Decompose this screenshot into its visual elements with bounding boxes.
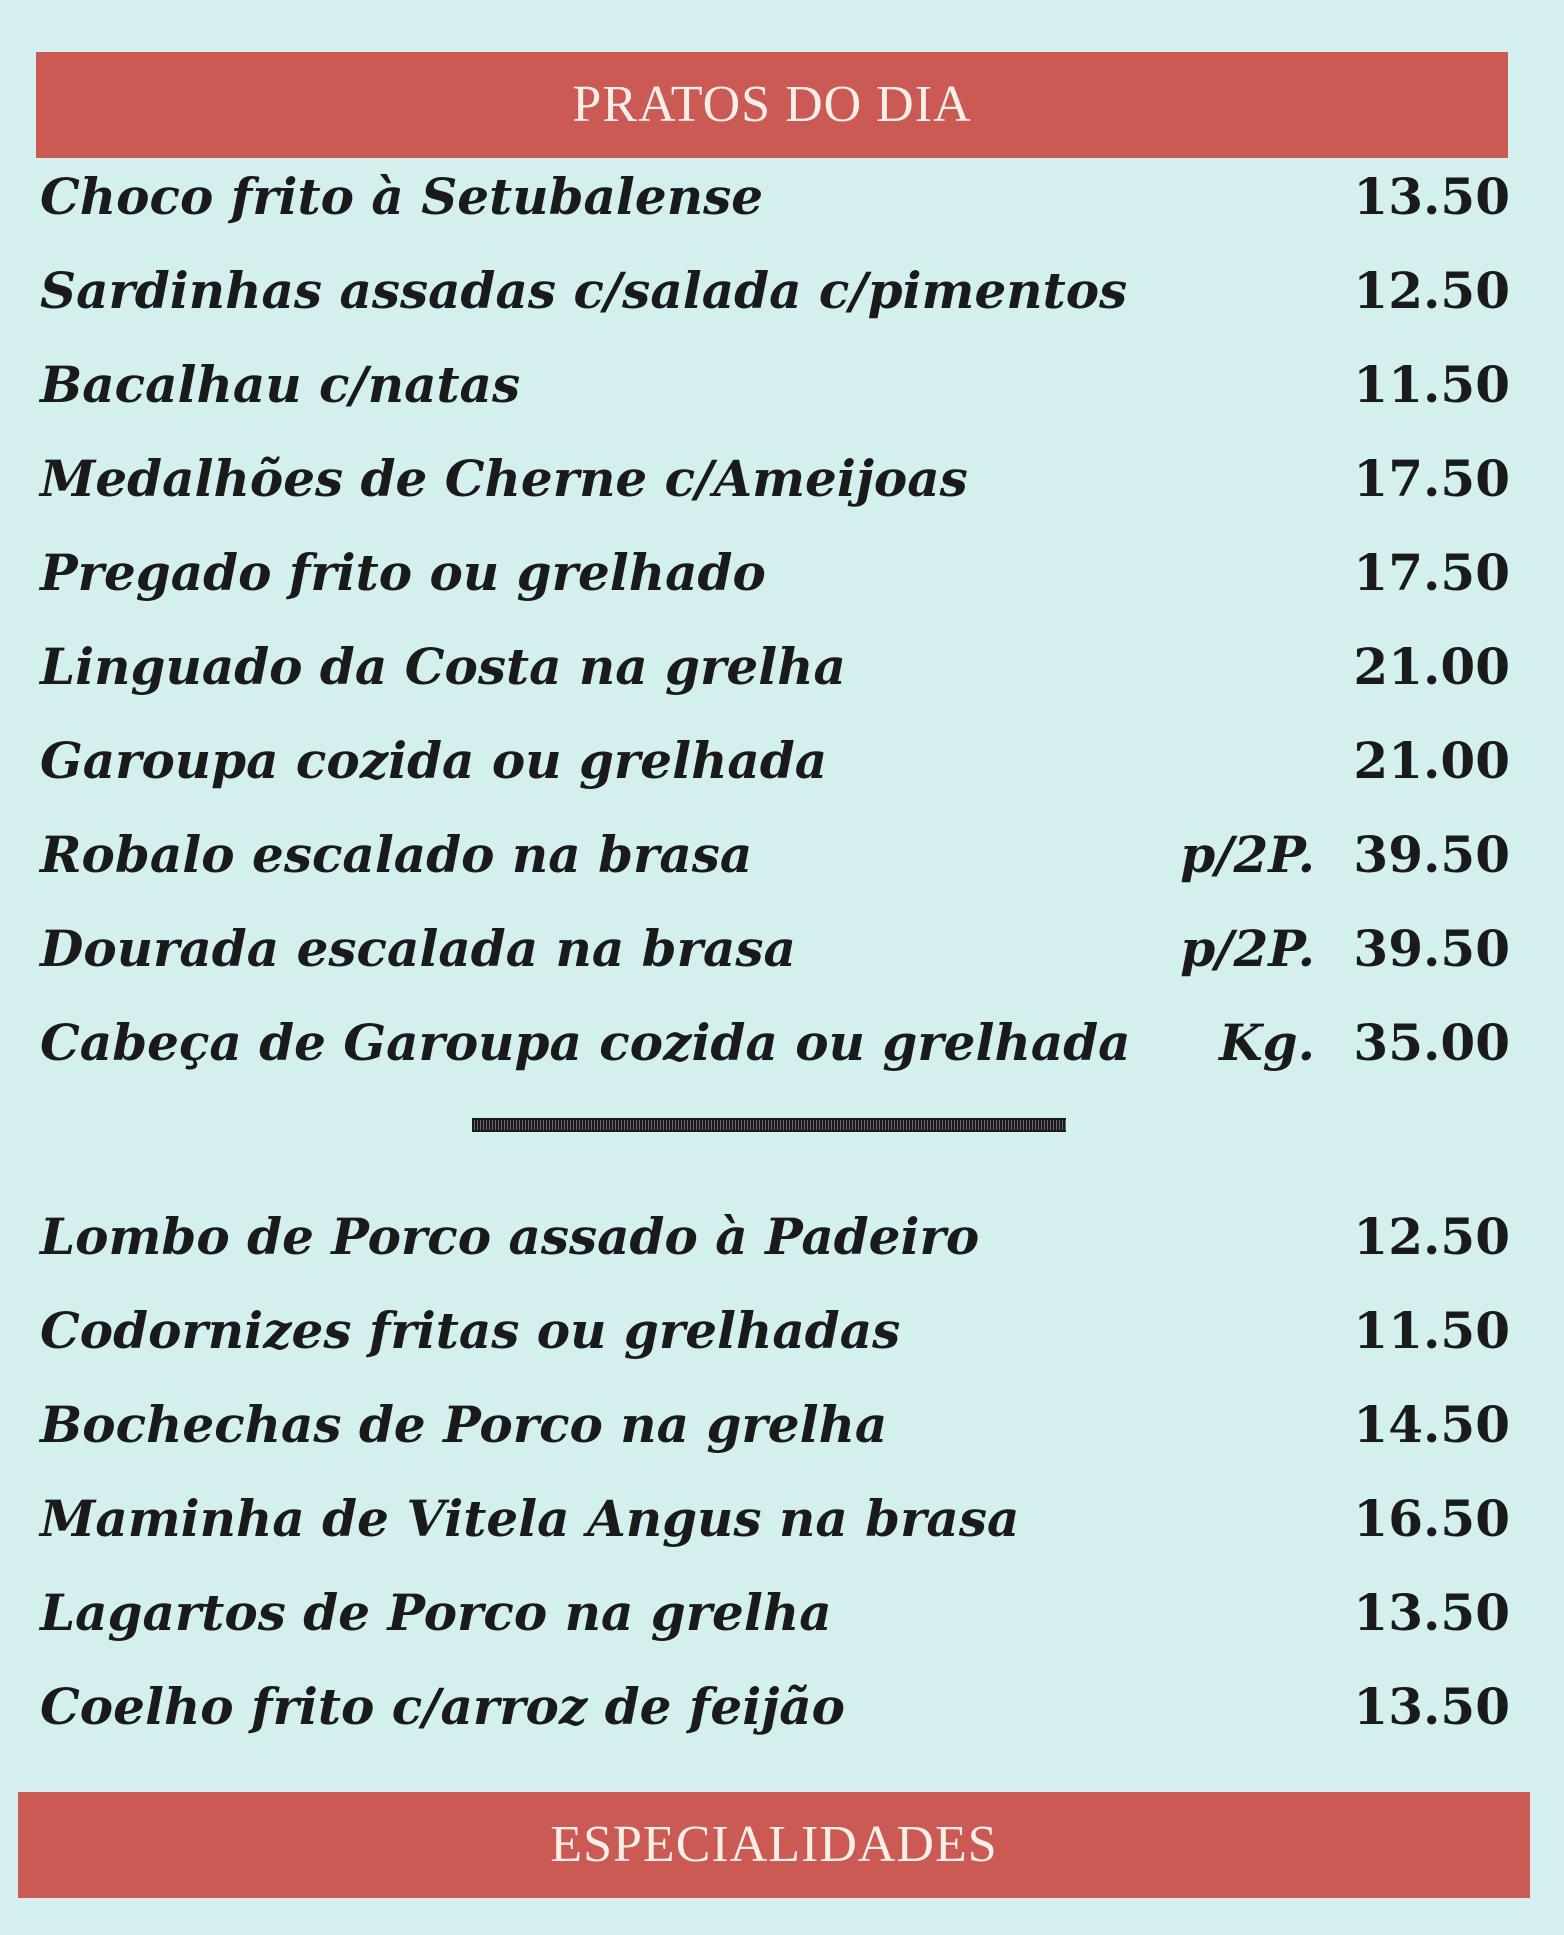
menu-item	[40, 902, 1510, 996]
menu-item	[40, 244, 1510, 338]
dish-price: 16.50	[1353, 1489, 1510, 1548]
section-header-especialidades	[18, 1792, 1530, 1898]
menu-item	[40, 338, 1510, 432]
dish-price: 14.50	[1353, 1395, 1510, 1454]
dish-name: Cabeça de Garoupa cozida ou grelhada	[40, 1013, 1131, 1072]
dish-price: 35.00	[1353, 1013, 1510, 1072]
section-title: PRATOS DO DIA	[572, 76, 972, 133]
dish-price: 17.50	[1353, 449, 1510, 508]
dish-name: Codornizes fritas ou grelhadas	[40, 1301, 901, 1360]
dish-price: 12.50	[1353, 1207, 1510, 1266]
dish-unit: Kg.	[1219, 1013, 1315, 1072]
dish-name: Bacalhau c/natas	[40, 355, 521, 414]
dish-name: Linguado da Costa na grelha	[40, 637, 846, 696]
menu-item	[40, 1472, 1510, 1566]
dish-price: 11.50	[1353, 1301, 1510, 1360]
section-header-pratos-do-dia	[36, 52, 1508, 158]
dish-name: Robalo escalado na brasa	[40, 825, 753, 884]
menu-item	[40, 1284, 1510, 1378]
menu-item	[40, 526, 1510, 620]
menu-item	[40, 714, 1510, 808]
dish-name: Lagartos de Porco na grelha	[40, 1583, 832, 1642]
menu-item	[40, 620, 1510, 714]
menu-item	[40, 1566, 1510, 1660]
dish-name: Bochechas de Porco na grelha	[40, 1395, 888, 1454]
dish-name: Choco frito à Setubalense	[40, 167, 764, 226]
section-divider	[472, 1118, 1066, 1132]
menu-item	[40, 432, 1510, 526]
dish-price: 39.50	[1353, 825, 1510, 884]
dish-price: 13.50	[1353, 1677, 1510, 1736]
dish-name: Dourada escalada na brasa	[40, 919, 796, 978]
dish-price: 39.50	[1353, 919, 1510, 978]
dish-name: Lombo de Porco assado à Padeiro	[40, 1207, 980, 1266]
menu-item	[40, 150, 1510, 244]
dish-price: 13.50	[1353, 167, 1510, 226]
dish-price: 21.00	[1353, 637, 1510, 696]
dish-name: Garoupa cozida ou grelhada	[40, 731, 828, 790]
dish-name: Sardinhas assadas c/salada c/pimentos	[40, 261, 1128, 320]
dish-name: Coelho frito c/arroz de feijão	[40, 1677, 846, 1736]
dish-price: 11.50	[1353, 355, 1510, 414]
dish-price: 13.50	[1353, 1583, 1510, 1642]
menu-item	[40, 1378, 1510, 1472]
menu-item	[40, 1190, 1510, 1284]
menu-item	[40, 1660, 1510, 1754]
dish-name: Maminha de Vitela Angus na brasa	[40, 1489, 1020, 1548]
section-title: ESPECIALIDADES	[550, 1816, 998, 1873]
dish-price: 12.50	[1353, 261, 1510, 320]
menu-item	[40, 996, 1510, 1090]
dish-price: 21.00	[1353, 731, 1510, 790]
menu-item	[40, 808, 1510, 902]
dish-name: Pregado frito ou grelhado	[40, 543, 766, 602]
dish-unit: p/2P.	[1180, 919, 1315, 978]
dish-name: Medalhões de Cherne c/Ameijoas	[40, 449, 968, 508]
dish-price: 17.50	[1353, 543, 1510, 602]
dish-unit: p/2P.	[1180, 825, 1315, 884]
